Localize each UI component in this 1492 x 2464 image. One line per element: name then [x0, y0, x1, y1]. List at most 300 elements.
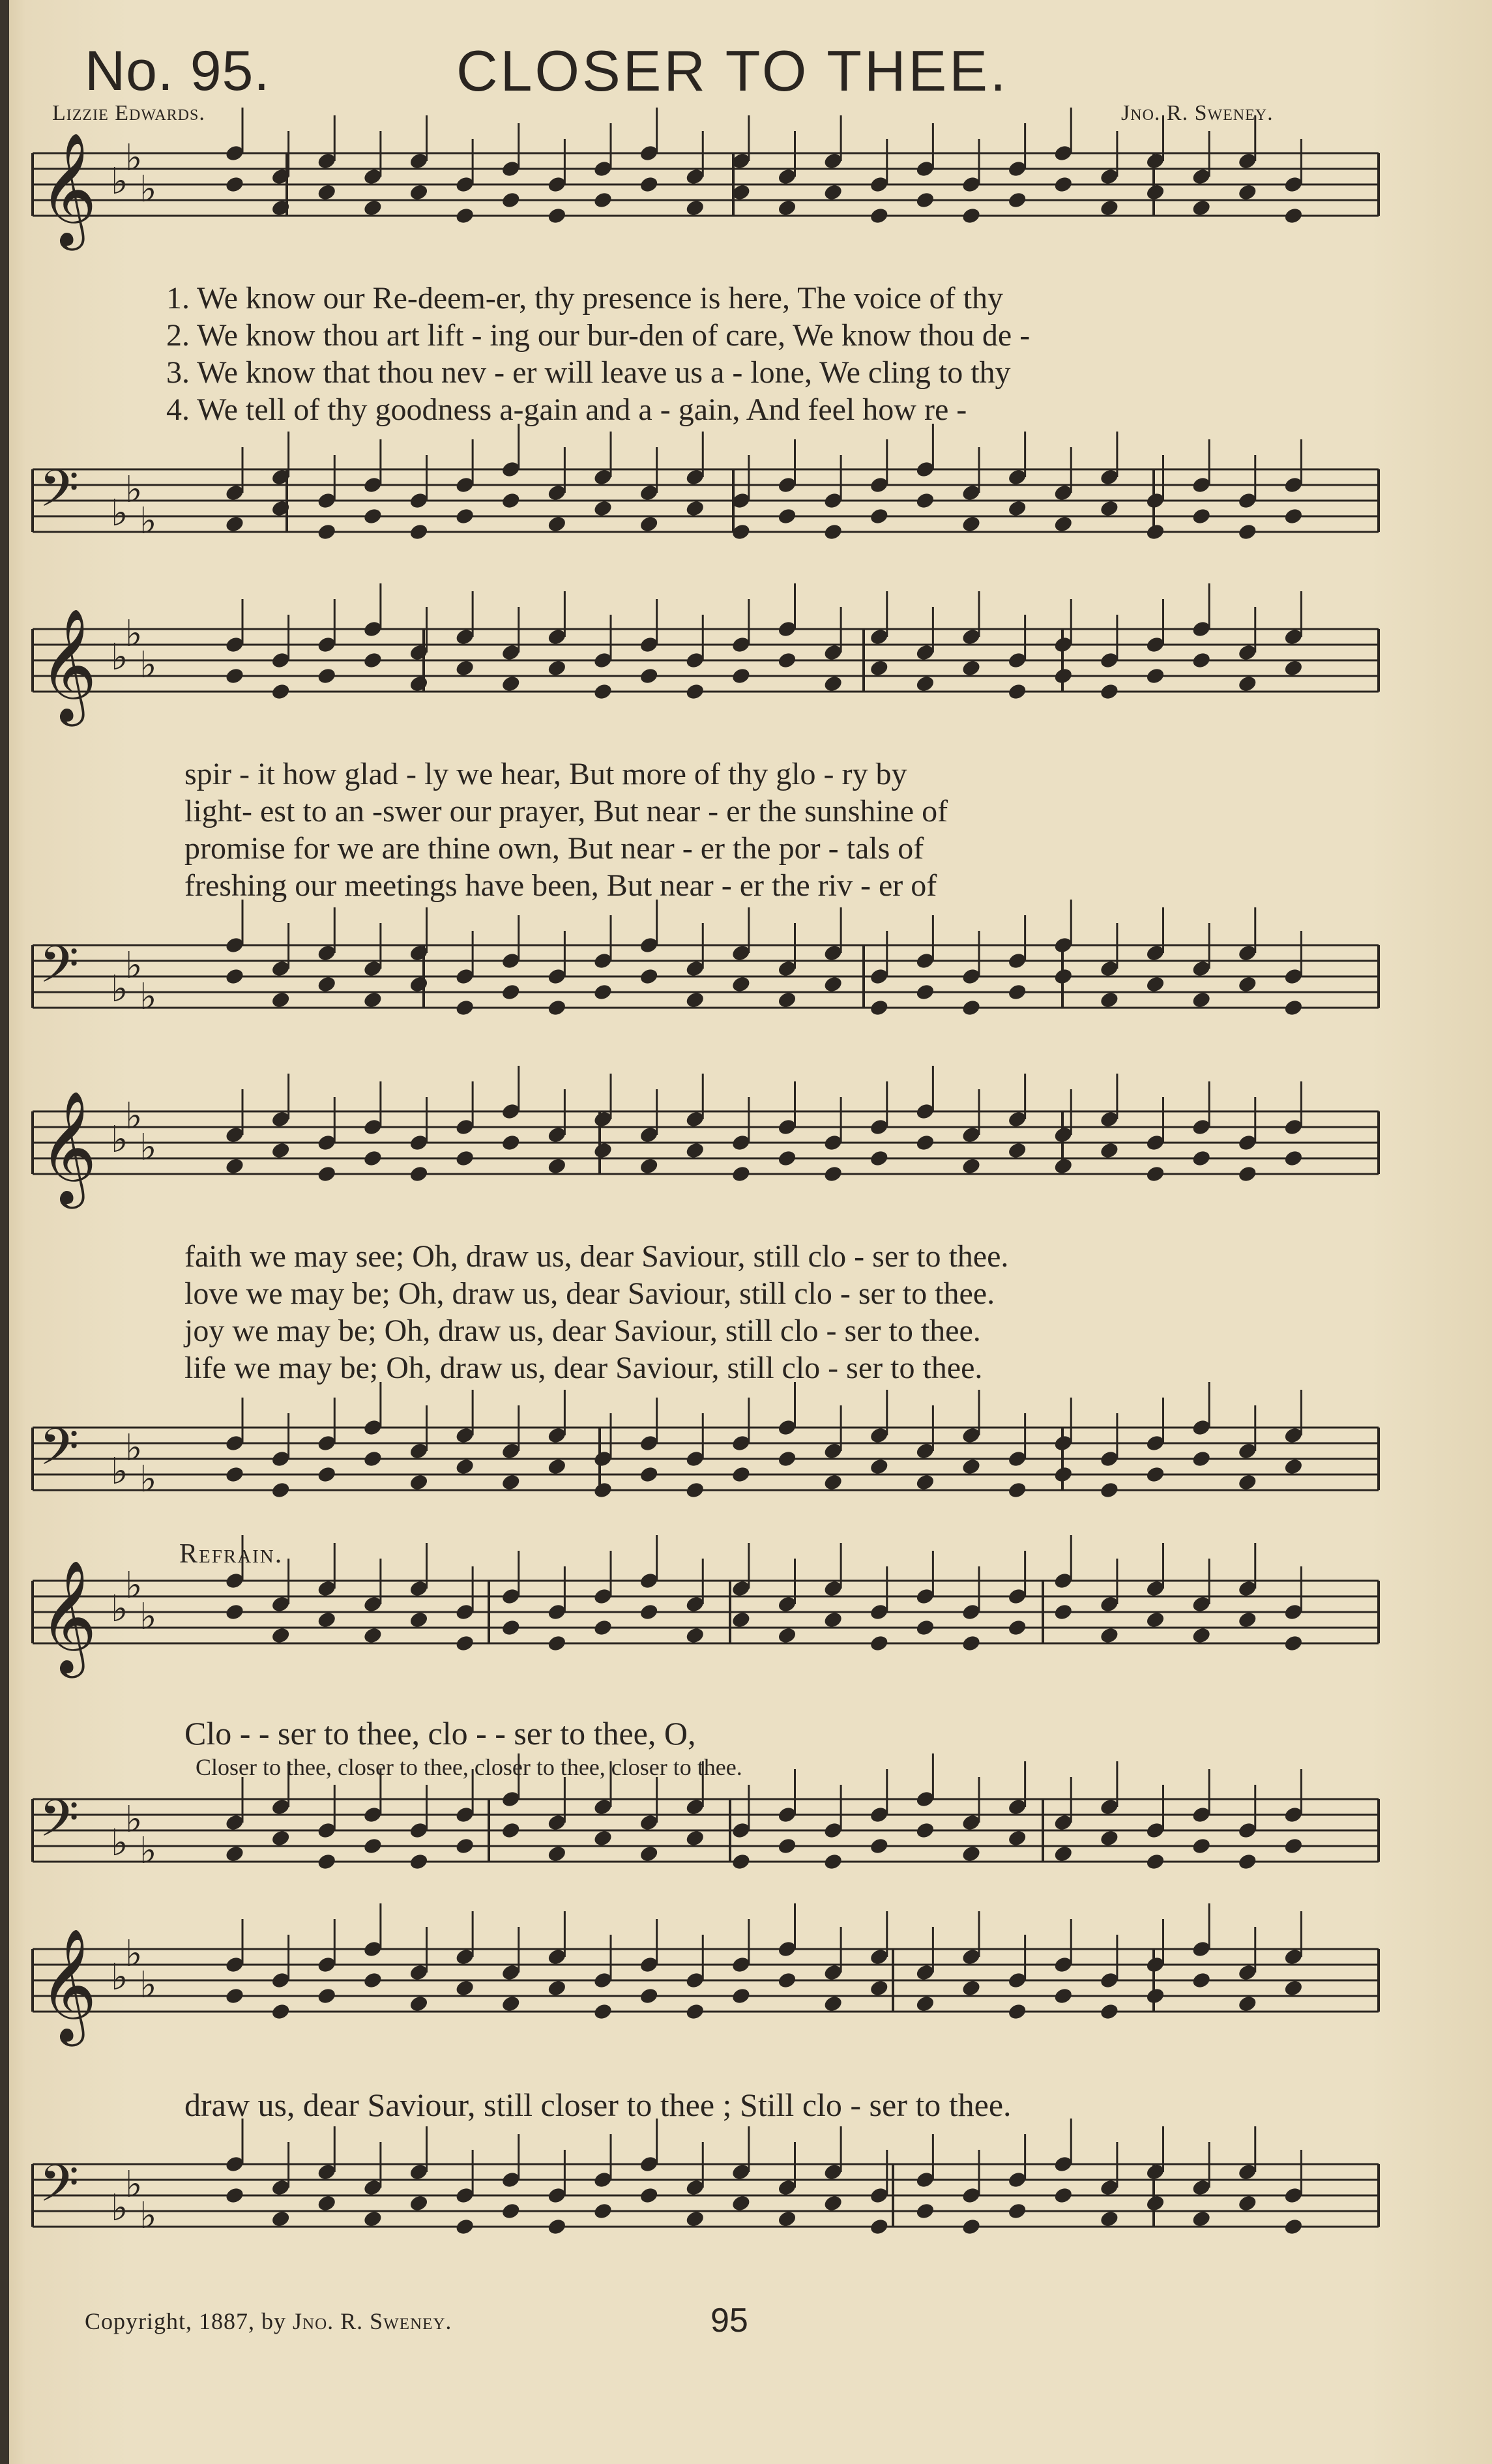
flat-icon: ♭ [139, 1596, 157, 1638]
clefs [39, 132, 156, 2237]
note-head [914, 1133, 935, 1152]
flat-icon: ♭ [125, 1798, 143, 1841]
flat-icon: ♭ [111, 1119, 128, 1161]
note-head [1053, 1986, 1074, 2005]
note-head [869, 1836, 890, 1855]
note-head [224, 967, 245, 986]
note-head [1237, 1852, 1258, 1871]
note-head [961, 1634, 982, 1652]
note-head [1237, 1164, 1258, 1183]
note-head [224, 1465, 245, 1484]
note-head [1191, 1971, 1212, 1989]
note-head [1007, 1141, 1028, 1160]
bass-clef-icon: 𝄢 [39, 1789, 80, 1861]
note-head [961, 1457, 982, 1476]
note-head [271, 1141, 291, 1160]
note-head [776, 1449, 797, 1468]
note-head [1145, 1164, 1165, 1183]
note-head [1145, 522, 1165, 541]
verse-4-line-1: 4. We tell of thy goodness a-gain and a - gain, And feel how re - [166, 392, 967, 427]
note-head [362, 506, 383, 525]
note-head [639, 1156, 660, 1175]
note-head [408, 1994, 429, 2013]
note-head [1099, 990, 1120, 1009]
note-head [776, 990, 797, 1009]
copyright-holder: Jno. R. Sweney. [293, 2308, 452, 2334]
note-head [592, 1618, 613, 1637]
note-head [776, 1149, 797, 1167]
note-head [592, 682, 613, 701]
note-head [501, 674, 521, 693]
note-head [271, 1626, 291, 1645]
note-head [1053, 1156, 1074, 1175]
note-head [1007, 2201, 1028, 2220]
note-head [1007, 982, 1028, 1001]
note-head [823, 1610, 843, 1629]
flat-icon: ♭ [111, 492, 128, 535]
verse-2-line-3: love we may be; Oh, draw us, dear Saviour, still clo - ser to thee. [184, 1276, 995, 1311]
note-head [1099, 198, 1120, 217]
note-head [1099, 1828, 1120, 1847]
flat-icon: ♭ [139, 1458, 157, 1501]
note-head [316, 2193, 337, 2212]
note-head [362, 2209, 383, 2228]
note-head [271, 682, 291, 701]
treble-clef-icon: 𝄞 [39, 132, 97, 246]
note-head [639, 1602, 660, 1621]
note-head [501, 2201, 521, 2220]
note-head [684, 1480, 705, 1499]
note-head [1237, 674, 1258, 693]
note-head [316, 183, 337, 201]
note-head [362, 651, 383, 669]
note-head [1007, 190, 1028, 209]
note-head [224, 666, 245, 685]
flat-icon: ♭ [111, 1588, 128, 1630]
note-head [869, 1634, 890, 1652]
note-head [224, 2186, 245, 2205]
note-head [1007, 682, 1028, 701]
flat-icon: ♭ [139, 500, 157, 542]
flat-icon: ♭ [111, 1450, 128, 1493]
note-head [271, 2002, 291, 2021]
note-head [1007, 499, 1028, 518]
flat-icon: ♭ [139, 1964, 157, 2006]
note-head [1283, 506, 1304, 525]
note-head [823, 1164, 843, 1183]
note-head [1191, 198, 1212, 217]
verse-3-line-2: promise for we are thine own, But near - er the por - tals of [184, 831, 924, 866]
note-head [1237, 522, 1258, 541]
note-head [869, 2217, 890, 2236]
note-head [501, 1473, 521, 1491]
note-head [362, 198, 383, 217]
note-head [914, 1473, 935, 1491]
note-head [1145, 1986, 1165, 2005]
flat-icon: ♭ [125, 2163, 143, 2206]
note-head [914, 2201, 935, 2220]
hymn-number: No. 95. [85, 40, 271, 102]
note-head [914, 674, 935, 693]
note-head [869, 998, 890, 1017]
note-head [869, 506, 890, 525]
note-head [1099, 2209, 1120, 2228]
note-head [546, 1457, 567, 1476]
note-head [914, 491, 935, 510]
note-head [684, 1828, 705, 1847]
note-head [1283, 1978, 1304, 1997]
note-head [1191, 506, 1212, 525]
note-head [1145, 1610, 1165, 1629]
note-head [1283, 1457, 1304, 1476]
note-head [362, 1149, 383, 1167]
treble-clef-icon: 𝄞 [39, 1091, 97, 1204]
note-head [1237, 1473, 1258, 1491]
note-head [639, 514, 660, 533]
note-head [454, 2217, 475, 2236]
note-head [1283, 206, 1304, 225]
flat-icon: ♭ [139, 1126, 157, 1169]
refrain-label: Refrain. [179, 1539, 284, 1569]
note-head [1283, 998, 1304, 1017]
flat-icon: ♭ [111, 968, 128, 1010]
copyright-notice [85, 2308, 452, 2335]
note-head [1191, 990, 1212, 1009]
note-head [1283, 1836, 1304, 1855]
note-head [592, 190, 613, 209]
note-head [408, 522, 429, 541]
note-head [271, 1828, 291, 1847]
note-head [914, 1994, 935, 2013]
verse-4-line-2: freshing our meetings have been, But near - er the riv - er of [184, 868, 937, 903]
note-head [454, 658, 475, 677]
note-head [869, 1149, 890, 1167]
note-head [823, 975, 843, 993]
note-head [1191, 1836, 1212, 1855]
verse-3-line-3: joy we may be; Oh, draw us, dear Saviour, still clo - ser to thee. [184, 1313, 981, 1348]
note-head [408, 1852, 429, 1871]
note-head [731, 1986, 752, 2005]
verse-1-line-2: spir - it how glad - ly we hear, But more of thy glo - ry by [184, 757, 907, 791]
note-head [1099, 682, 1120, 701]
note-head [684, 1626, 705, 1645]
note-head [961, 658, 982, 677]
composer-credit: Jno. R. Sweney. [1121, 101, 1274, 125]
flat-icon: ♭ [139, 644, 157, 686]
note-head [546, 206, 567, 225]
note-head [731, 975, 752, 993]
flat-icon: ♭ [125, 1564, 143, 1607]
note-head [224, 1986, 245, 2005]
note-head [1145, 2193, 1165, 2212]
note-head [224, 514, 245, 533]
note-head [592, 1480, 613, 1499]
note-head [1237, 1994, 1258, 2013]
note-head [1191, 2209, 1212, 2228]
note-head [592, 982, 613, 1001]
note-head [914, 190, 935, 209]
bass-clef-icon: 𝄢 [39, 460, 80, 531]
note-head [1053, 514, 1074, 533]
note-head [1007, 1828, 1028, 1847]
note-head [1191, 1626, 1212, 1645]
note-head [639, 666, 660, 685]
verse-2-line-2: light- est to an -swer our prayer, But near - er the sunshine of [184, 794, 948, 829]
note-head [362, 990, 383, 1009]
flat-icon: ♭ [139, 1830, 157, 1872]
note-head [1053, 1602, 1074, 1621]
note-head [546, 998, 567, 1017]
staff-lines [33, 153, 1379, 2227]
note-head [776, 651, 797, 669]
note-head [546, 1634, 567, 1652]
note-head [1053, 1465, 1074, 1484]
note-head [316, 1610, 337, 1629]
note-head [961, 1156, 982, 1175]
note-head [592, 2201, 613, 2220]
treble-clef-icon: 𝄞 [39, 1560, 97, 1673]
note-head [914, 982, 935, 1001]
note-head [501, 491, 521, 510]
note-head [823, 2193, 843, 2212]
note-head [1191, 651, 1212, 669]
flat-icon: ♭ [139, 168, 157, 211]
note-head [639, 1465, 660, 1484]
bass-clef-icon: 𝄢 [39, 1418, 80, 1489]
bar-lines [33, 153, 1379, 2227]
verse-1-line-1: 1. We know our Re-deem-er, thy presence is here, The voice of thy [166, 281, 1003, 315]
note-head [454, 206, 475, 225]
note-head [454, 1978, 475, 1997]
page-number: 95 [710, 2302, 748, 2339]
note-head [1099, 1141, 1120, 1160]
note-head [869, 658, 890, 677]
note-head [316, 1164, 337, 1183]
note-head [454, 1149, 475, 1167]
note-head [1099, 1626, 1120, 1645]
note-head [1237, 1610, 1258, 1629]
note-head [454, 998, 475, 1017]
refrain-line-1: Clo - - ser to thee, clo - - ser to thee, O, [184, 1715, 696, 1752]
note-head [316, 975, 337, 993]
note-head [823, 1473, 843, 1491]
note-head [362, 1449, 383, 1468]
flat-icon: ♭ [125, 1095, 143, 1137]
note-head [684, 2209, 705, 2228]
note-head [408, 674, 429, 693]
note-head [408, 975, 429, 993]
note-head [684, 198, 705, 217]
note-head [501, 1133, 521, 1152]
note-head [454, 506, 475, 525]
flat-icon: ♭ [125, 945, 143, 987]
note-head [592, 499, 613, 518]
note-head [684, 2002, 705, 2021]
note-head [316, 1986, 337, 2005]
note-head [1145, 666, 1165, 685]
note-head [731, 1164, 752, 1183]
note-head [823, 1852, 843, 1871]
note-head [501, 1618, 521, 1637]
flat-icon: ♭ [125, 1427, 143, 1469]
note-head [501, 190, 521, 209]
refrain-bass-line-1: Closer to thee, closer to thee, closer to thee, closer to thee. [196, 1754, 742, 1780]
note-head [731, 666, 752, 685]
note-head [546, 1844, 567, 1863]
note-head [224, 175, 245, 194]
note-head [454, 1836, 475, 1855]
note-head [684, 990, 705, 1009]
note-head [1283, 1149, 1304, 1167]
note-head [224, 1156, 245, 1175]
note-head [1237, 975, 1258, 993]
note-head [1053, 666, 1074, 685]
note-head [1283, 658, 1304, 677]
note-head [1237, 183, 1258, 201]
flat-icon: ♭ [125, 1933, 143, 1975]
note-head [546, 514, 567, 533]
bass-clef-icon: 𝄢 [39, 2154, 80, 2226]
note-head [546, 1156, 567, 1175]
note-head [961, 514, 982, 533]
note-head [823, 183, 843, 201]
note-head [776, 198, 797, 217]
note-head [869, 206, 890, 225]
note-head [501, 1821, 521, 1840]
note-head [408, 183, 429, 201]
note-head [592, 1141, 613, 1160]
note-head [1283, 1634, 1304, 1652]
note-head [1053, 1844, 1074, 1863]
flat-icon: ♭ [111, 1822, 128, 1864]
note-head [316, 1465, 337, 1484]
note-head [1283, 2217, 1304, 2236]
note-head [316, 1852, 337, 1871]
note-head [224, 1844, 245, 1863]
flat-icon: ♭ [111, 1956, 128, 1999]
note-head [501, 982, 521, 1001]
note-head [731, 1852, 752, 1871]
note-head [961, 1978, 982, 1997]
note-head [592, 2002, 613, 2021]
note-head [1099, 499, 1120, 518]
note-head [914, 1618, 935, 1637]
note-head [776, 1971, 797, 1989]
note-head [546, 658, 567, 677]
verse-4-line-3: life we may be; Oh, draw us, dear Saviour, still clo - ser to thee. [184, 1351, 983, 1385]
note-head [271, 2209, 291, 2228]
note-head [224, 1602, 245, 1621]
note-head [362, 1626, 383, 1645]
note-head [454, 1457, 475, 1476]
note-head [362, 1836, 383, 1855]
note-head [454, 1634, 475, 1652]
note-head [639, 967, 660, 986]
flat-icon: ♭ [125, 469, 143, 511]
note-head [408, 2193, 429, 2212]
note-head [639, 1844, 660, 1863]
note-head [1099, 2002, 1120, 2021]
note-head [408, 1610, 429, 1629]
flat-icon: ♭ [111, 2187, 128, 2229]
note-head [546, 2217, 567, 2236]
note-head [639, 1986, 660, 2005]
note-head [592, 1828, 613, 1847]
note-head [1053, 967, 1074, 986]
note-head [1191, 1149, 1212, 1167]
note-head [1053, 2186, 1074, 2205]
note-head [1145, 1852, 1165, 1871]
note-head [961, 2217, 982, 2236]
note-head [869, 1978, 890, 1997]
flat-icon: ♭ [139, 976, 157, 1018]
treble-clef-icon: 𝄞 [39, 1928, 97, 2042]
note-head [776, 1626, 797, 1645]
flat-icon: ♭ [139, 2195, 157, 2237]
flat-icon: ♭ [111, 636, 128, 679]
note-head [362, 1971, 383, 1989]
verse-3-line-1: 3. We know that thou nev - er will leave us a - lone, We cling to thy [166, 355, 1011, 390]
verse-1-line-3: faith we may see; Oh, draw us, dear Saviour, still clo - ser to thee. [184, 1239, 1009, 1274]
flat-icon: ♭ [125, 137, 143, 179]
note-head [823, 1994, 843, 2013]
note-head [961, 998, 982, 1017]
note-head [684, 1141, 705, 1160]
note-head [731, 2193, 752, 2212]
note-head [271, 1480, 291, 1499]
note-head [776, 2209, 797, 2228]
bass-clef-icon: 𝄢 [39, 935, 80, 1007]
lyricist-credit: Lizzie Edwards. [52, 101, 205, 125]
note-head [1007, 1618, 1028, 1637]
note-head [271, 990, 291, 1009]
note-head [1007, 2002, 1028, 2021]
note-head [546, 1978, 567, 1997]
note-head [408, 1473, 429, 1491]
note-head [684, 682, 705, 701]
note-head [639, 2186, 660, 2205]
note-head [408, 1164, 429, 1183]
flat-icon: ♭ [111, 160, 128, 203]
copyright-prefix: Copyright, 1887, by [85, 2308, 287, 2334]
refrain-line-2: draw us, dear Saviour, still closer to thee ; Still clo - ser to thee. [184, 2087, 1012, 2123]
note-head [1145, 975, 1165, 993]
note-head [869, 1457, 890, 1476]
note-head [316, 666, 337, 685]
note-head [961, 1844, 982, 1863]
flat-icon: ♭ [125, 613, 143, 655]
note-head [316, 522, 337, 541]
note-head [776, 1836, 797, 1855]
note-head [1053, 175, 1074, 194]
note-head [1191, 1449, 1212, 1468]
note-head [639, 175, 660, 194]
note-head [684, 499, 705, 518]
treble-clef-icon: 𝄞 [39, 608, 97, 722]
note-head [731, 1465, 752, 1484]
note-head [914, 1821, 935, 1840]
hymn-title: CLOSER TO THEE. [456, 38, 1009, 103]
note-head [1007, 1480, 1028, 1499]
verse-2-line-1: 2. We know thou art lift - ing our bur-den of care, We know thou de - [166, 318, 1031, 353]
note-head [961, 206, 982, 225]
note-head [1099, 1480, 1120, 1499]
note-head [1237, 2193, 1258, 2212]
note-head [823, 674, 843, 693]
note-head [731, 1610, 752, 1629]
note-head [1145, 183, 1165, 201]
note-head [501, 1994, 521, 2013]
